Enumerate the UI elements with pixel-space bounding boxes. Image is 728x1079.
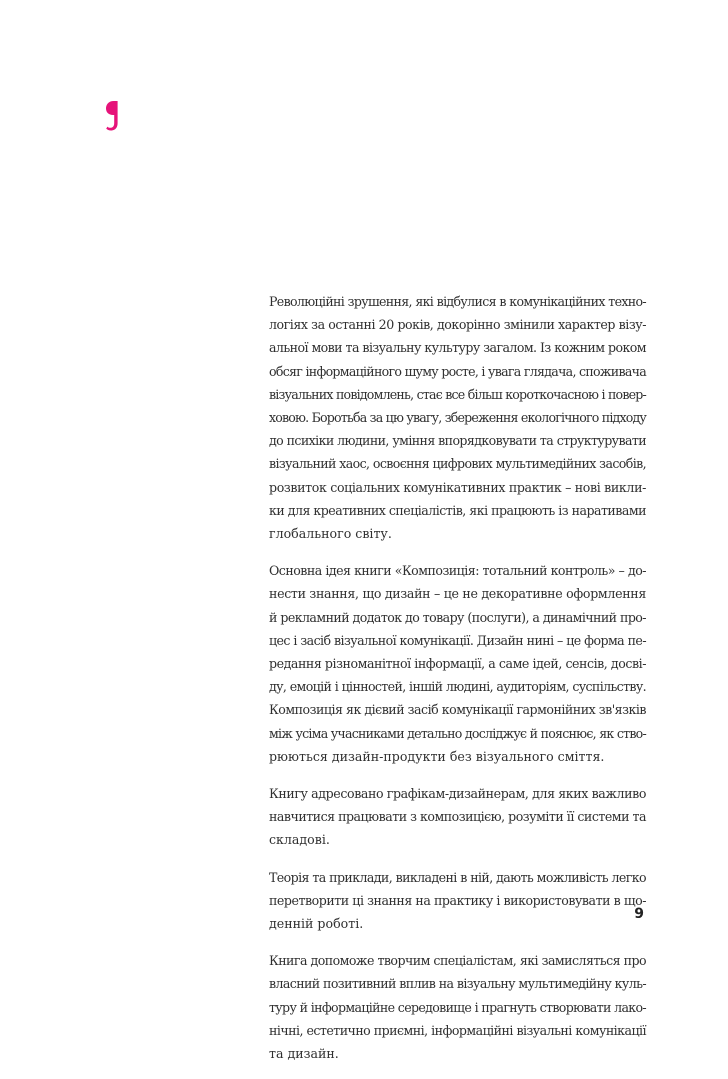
text-line: ки для креативних спеціалістів, які працюють із наративами <box>269 502 646 518</box>
text-line: цес і засіб візуальної комунікації. Дизайн нині – це форма пе- <box>269 632 646 648</box>
text-line: Книгу адресовано графікам-дизайнерам, для яких важливо <box>269 786 647 802</box>
text-line: альної мови та візуальну культуру загалом. Із кожним роком <box>269 340 646 356</box>
text-line: рюються дизайн-продукти без візуального сміття. <box>269 748 605 764</box>
text-line: власний позитивний вплив на візуальну мультимедійну куль- <box>269 976 646 992</box>
pilcrow-icon-graphic <box>104 98 124 132</box>
text-line: нічні, естетично приємні, інформаційні візуальні комунікації <box>269 1022 646 1038</box>
text-line: Основна ідея книги «Композиція: тотальний контроль» – до- <box>269 563 646 579</box>
text-line: й рекламний додаток до товару (послуги), а динамічний про- <box>269 609 646 625</box>
page-number: 9 <box>634 906 644 922</box>
pilcrow-icon <box>104 98 124 132</box>
text-line: візуальний хаос, освоєння цифрових мультимедійних засобів, <box>269 456 646 472</box>
text-line: Теорія та приклади, викладені в ній, дають можливість легко <box>269 869 646 885</box>
text-line: Книга допоможе творчим спеціалістам, які замисляться про <box>269 953 646 969</box>
text-line: перетворити ці знання на практику і використовувати в що- <box>269 892 646 908</box>
text-line: обсяг інформаційного шуму росте, і увага глядача, споживача <box>269 363 646 379</box>
paragraph <box>269 782 646 852</box>
text-line: ховою. Боротьба за цю увагу, збереження екологічного підходу <box>269 410 646 426</box>
paragraph <box>269 949 646 1065</box>
text-line: до психіки людини, уміння впорядковувати та структурувати <box>269 433 646 449</box>
text-line: Революційні зрушення, які відбулися в комунікаційних техно- <box>269 294 646 309</box>
paragraph <box>269 559 646 768</box>
text-line: розвиток соціальних комунікативних практик – нові викли- <box>269 479 646 495</box>
text-line: редання різноманітної інформації, а саме ідей, сенсів, досві- <box>269 656 646 672</box>
text-line: ду, емоцій і цінностей, іншій людині, аудиторіям, суспільству. <box>269 679 646 695</box>
text-line: візуальних повідомлень, стає все більш короткочасною і повер- <box>269 386 646 402</box>
main-text <box>269 290 646 1079</box>
text-line: нести знання, що дизайн – це не декоративне оформлення <box>269 586 646 602</box>
text-line: між усіма учасниками детально досліджує й пояснює, як ство- <box>269 725 646 741</box>
text-line: логіях за останні 20 років, докорінно змінили характер візу- <box>269 317 646 333</box>
text-line: складові. <box>269 832 330 848</box>
text-line: туру й інформаційне середовище і прагнуть створювати лако- <box>269 999 646 1015</box>
paragraph <box>269 290 646 545</box>
paragraph <box>269 866 646 936</box>
text-line: та дизайн. <box>269 1046 339 1062</box>
text-line: Композиція як дієвий засіб комунікації гармонійних зв'язків <box>269 702 646 718</box>
text-line: денній роботі. <box>269 916 364 932</box>
text-line: глобального світу. <box>269 526 392 542</box>
text-line: навчитися працювати з композицією, розуміти її системи та <box>269 809 646 825</box>
